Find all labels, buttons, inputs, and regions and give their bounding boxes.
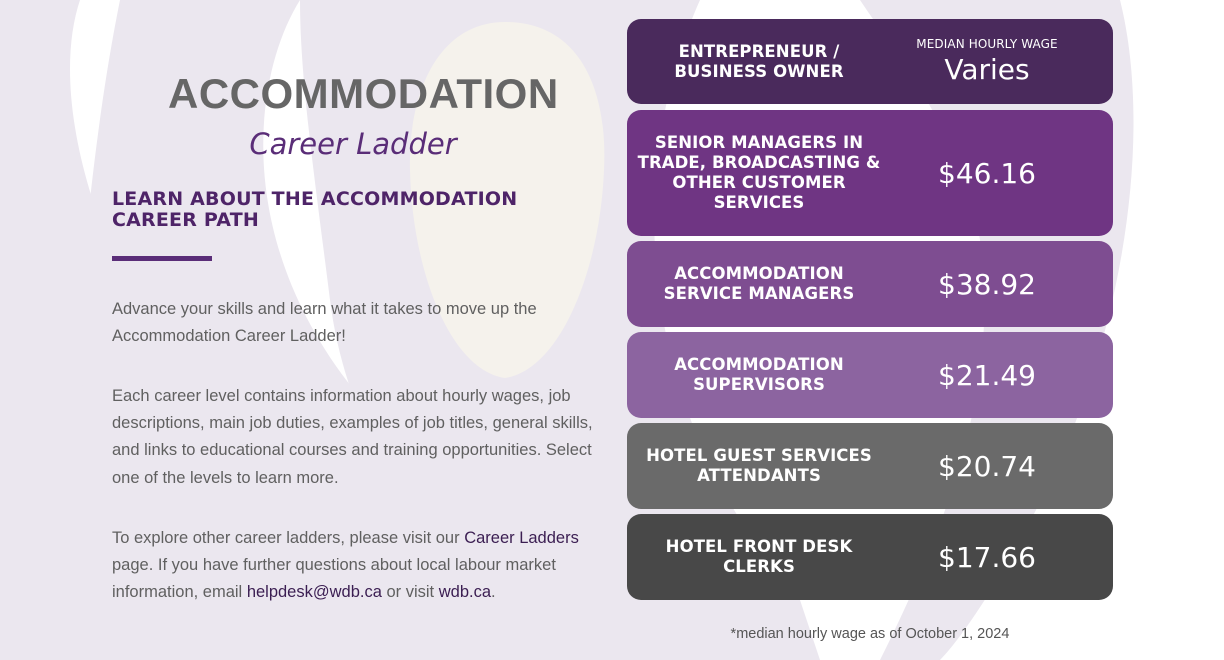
page-subtitle: Career Ladder (249, 127, 457, 161)
tier-service-managers[interactable] (627, 241, 1113, 327)
tier-senior-managers[interactable] (627, 110, 1113, 236)
tier-job-title: HOTEL GUEST SERVICES ATTENDANTS (646, 446, 872, 485)
tier-entrepreneur[interactable] (627, 19, 1113, 104)
section-heading: LEARN ABOUT THE ACCOMMODATION CAREER PATH (112, 188, 518, 231)
career-ladders-link[interactable]: Career Ladders (464, 529, 579, 547)
tier-wage: $20.74 (938, 449, 1036, 483)
description-paragraph: Each career level contains information about hourly wages, job descriptions, main job duties, examples of job titles, general skills, and links to educational courses and training opportunities. Select one of the levels to learn more. (112, 387, 593, 487)
tier-job-title: ENTREPRENEUR / BUSINESS OWNER (674, 41, 844, 81)
intro-paragraph: Advance your skills and learn what it takes to move up the Accommodation Career Ladder! (112, 300, 537, 346)
wage-footnote: *median hourly wage as of October 1, 2024 (730, 626, 1010, 642)
explore-paragraph (112, 525, 602, 607)
heading-divider (112, 256, 212, 261)
tier-supervisors[interactable] (627, 332, 1113, 418)
explore-text-4: . (491, 583, 496, 602)
tier-wage: $46.16 (938, 156, 1036, 190)
tier-wage: Varies (944, 53, 1030, 86)
tier-wage: $17.66 (938, 540, 1036, 574)
tier-job-title: ACCOMMODATION SUPERVISORS (674, 355, 844, 394)
tier-wage-box (891, 37, 1113, 86)
explore-text-3: or visit (381, 583, 439, 602)
website-link[interactable]: wdb.ca (438, 583, 492, 602)
explore-text-1: To explore other career ladders, please visit our (112, 529, 465, 547)
tier-guest-services[interactable] (627, 423, 1113, 509)
tier-wage: $21.49 (938, 358, 1036, 392)
page-title: ACCOMMODATION (168, 70, 559, 117)
tier-job-title: ACCOMMODATION SERVICE MANAGERS (663, 264, 855, 303)
email-link[interactable]: helpdesk@wdb.ca (246, 583, 382, 602)
explore-text-2: page. If you have further questions about local labour market information, email (112, 556, 556, 602)
tier-wage: $38.92 (938, 267, 1036, 301)
tier-front-desk[interactable] (627, 514, 1113, 600)
tier-job-title: HOTEL FRONT DESK CLERKS (665, 537, 853, 576)
tier-job-title: SENIOR MANAGERS IN TRADE, BROADCASTING & OTHER CUSTOMER SERVICES (637, 133, 881, 212)
wage-label: MEDIAN HOURLY WAGE (916, 37, 1058, 51)
